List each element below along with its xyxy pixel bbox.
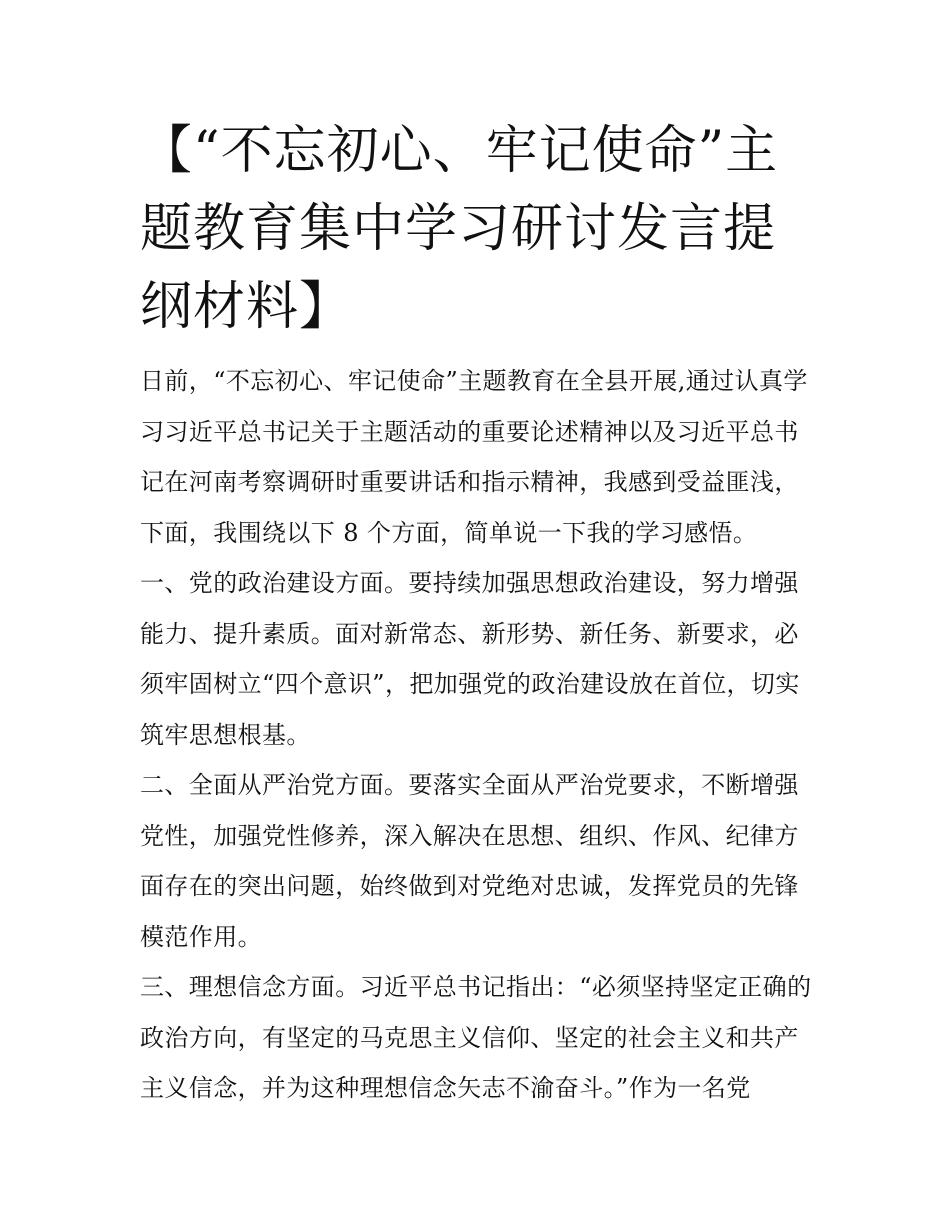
- paragraph-political-building: 一、党的政治建设方面。要持续加强思想政治建设，努力增强能力、提升素质。面对新常态、新形势、新任务、新要求，必须牢固树立“四个意识”，把加强党的政治建设放在首位，切实筑牢思想根基。: [140, 569, 800, 749]
- document-title: 【“不忘初心、牢记使命”主题教育集中学习研讨发言提纲材料】: [140, 121, 779, 337]
- document-body: [140, 356, 820, 1114]
- paragraph-intro: 日前，“不忘初心、牢记使命”主题教育在全县开展,通过认真学习习近平总书记关于主题活动的重要论述精神以及习近平总书记在河南考察调研时重要讲话和指示精神，我感到受益匪浅，下面，我围绕以下 8 个方面，简单说一下我的学习感悟。: [140, 367, 808, 547]
- paragraph-strict-governance: 二、全面从严治党方面。要落实全面从严治党要求，不断增强党性，加强党性修养，深入解决在思想、组织、作风、纪律方面存在的突出问题，始终做到对党绝对忠诚，发挥党员的先锋模范作用。: [140, 771, 799, 951]
- paragraph-ideals-beliefs: 三、理想信念方面。习近平总书记指出：“必须坚持坚定正确的政治方向，有坚定的马克思主义信仰、坚定的社会主义和共产主义信念，并为这种理想信念矢志不渝奋斗。”作为一名党: [140, 973, 812, 1102]
